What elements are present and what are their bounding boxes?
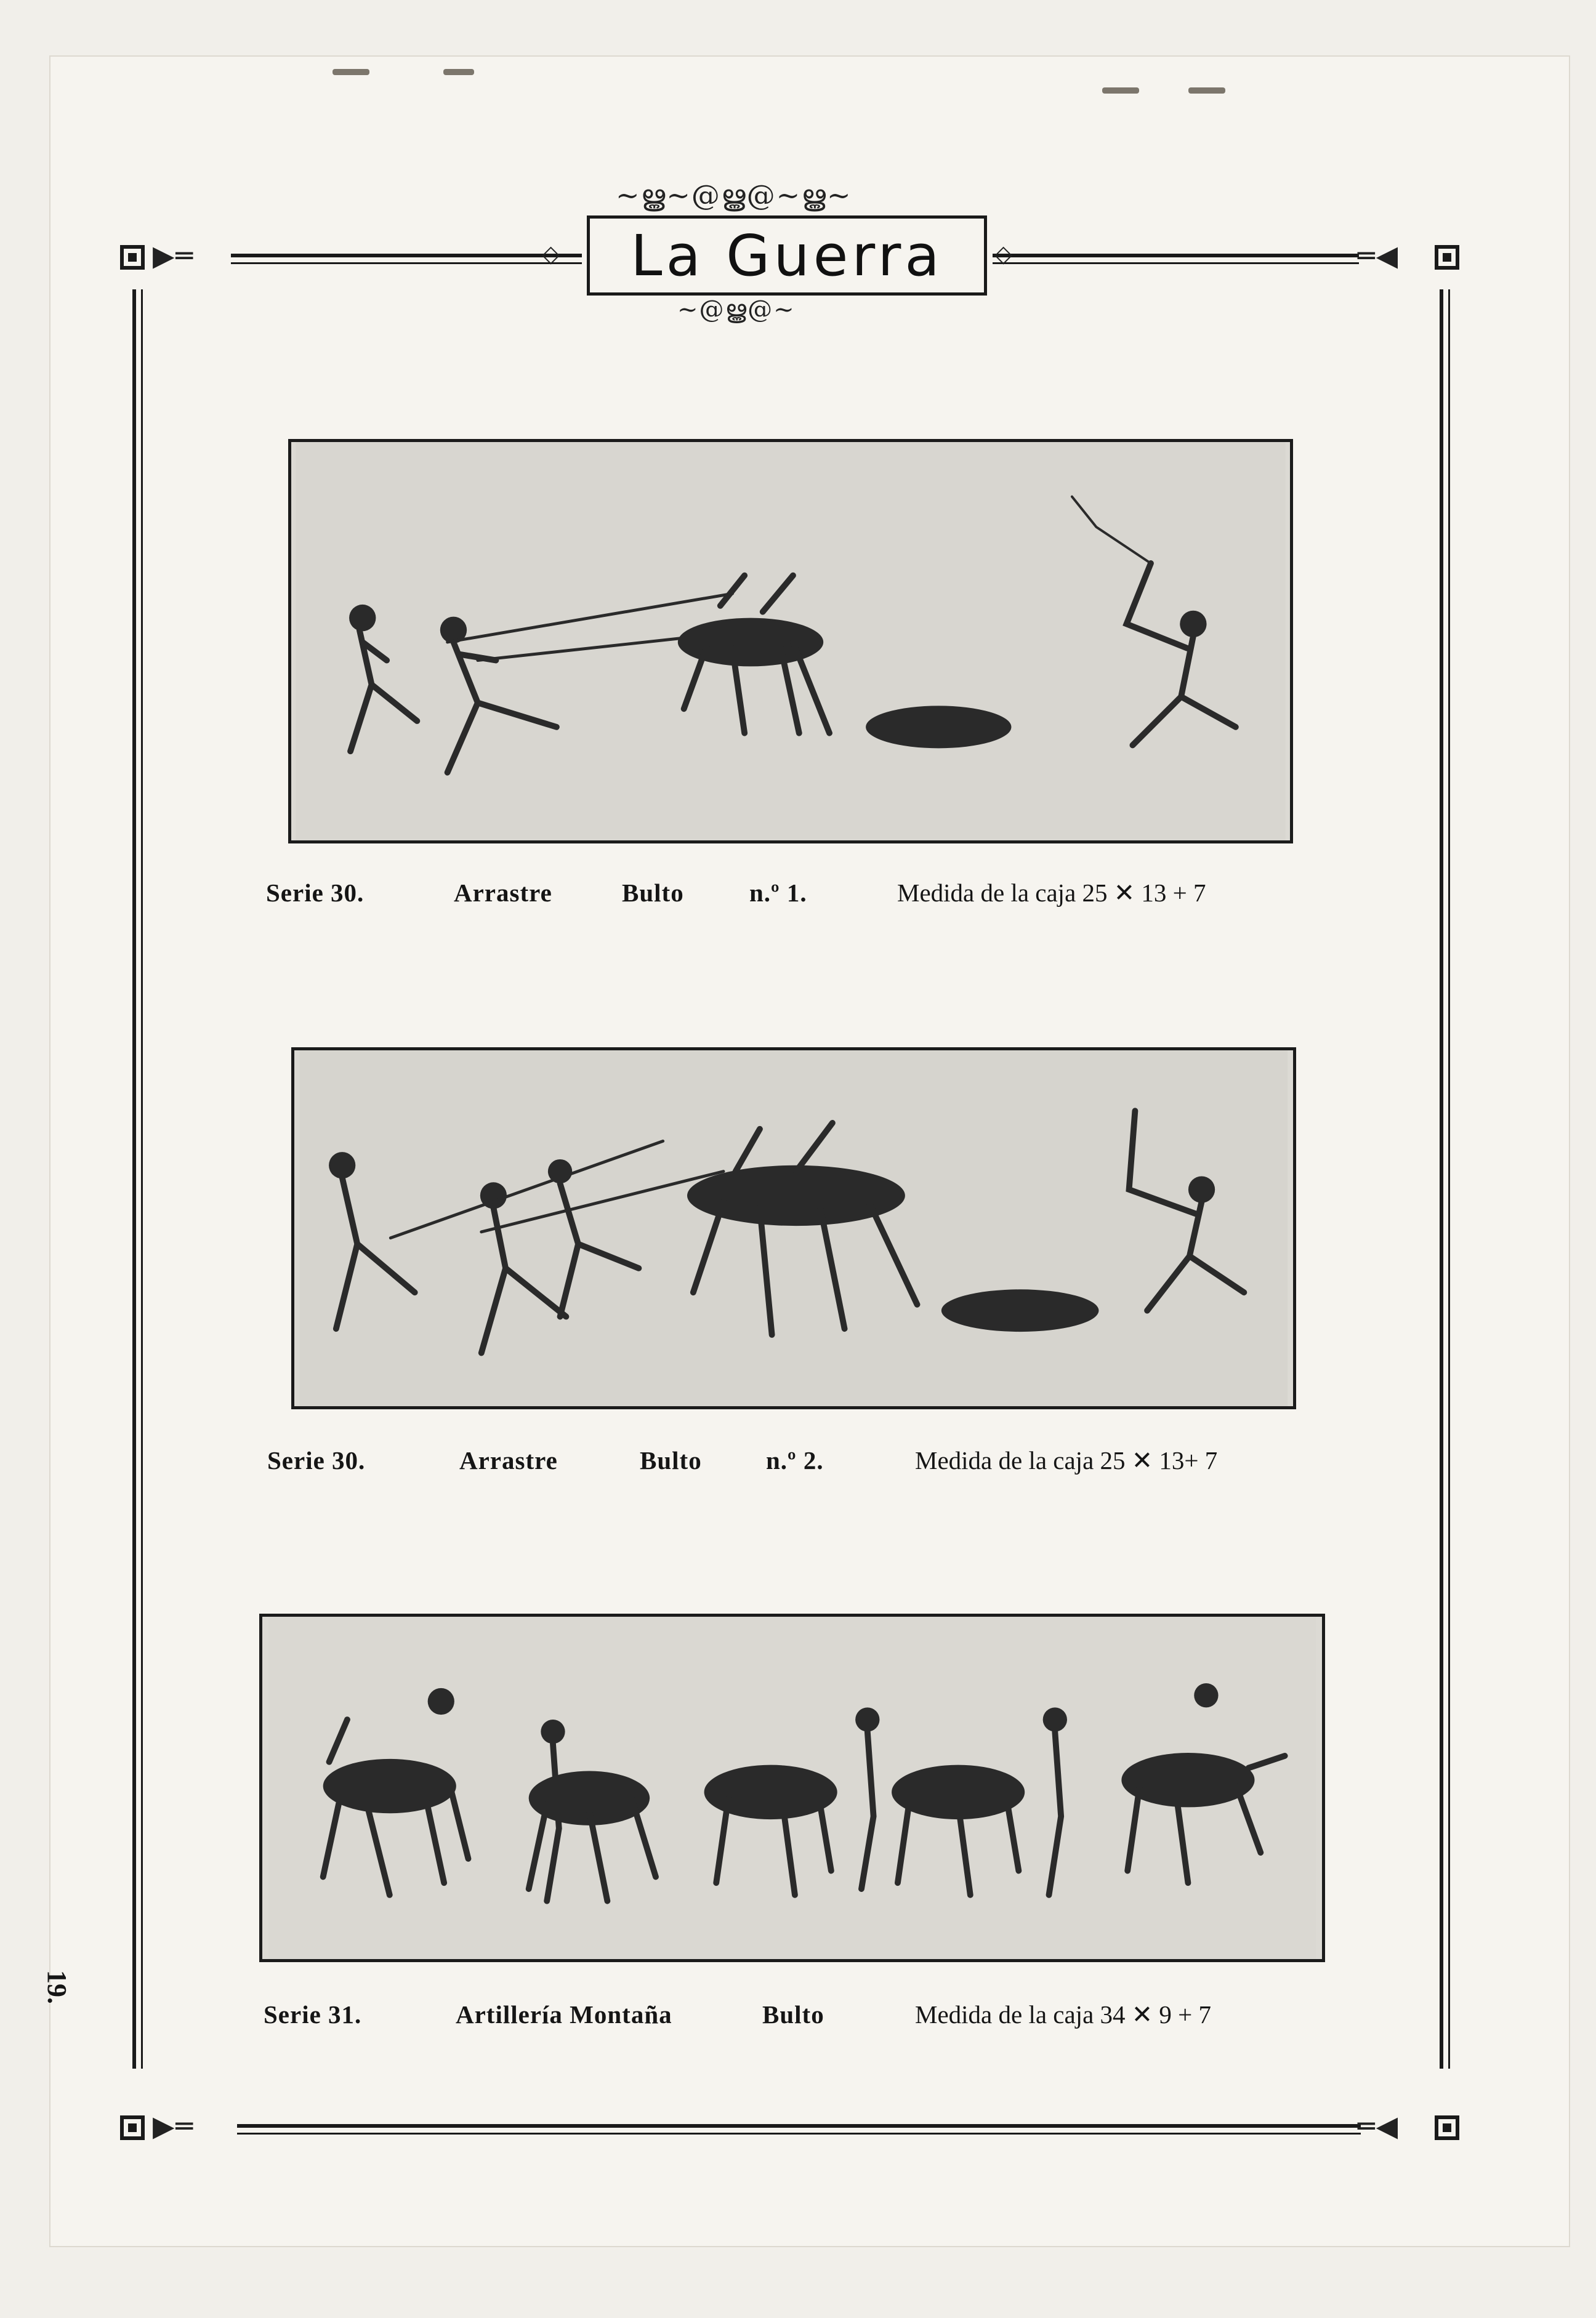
page-number: 19. [42,1970,72,2004]
photo-plate-3 [259,1614,1325,1962]
corner-ornament [1435,245,1459,270]
page-title: La Guerra [631,222,943,289]
binding-mark [443,69,474,75]
diamond-ornament: ◇ [994,240,1014,267]
serie-label: Serie 30. [267,1446,366,1475]
serie-label: Serie 30. [266,879,365,907]
arrow-ornament: ▶═ [153,2109,195,2143]
scroll-ornament-top: ~ൠ~@ൠ@~ൠ~ [616,179,852,212]
toy-soldiers-photo [294,1050,1293,1406]
title-cartouche [587,215,987,296]
item-name: Arrastre [454,879,552,907]
arrow-ornament: ═◀ [1358,239,1400,272]
binding-mark [332,69,369,75]
arrow-ornament: ═◀ [1358,2109,1400,2143]
box-size: Medida de la caja 25 ✕ 13 + 7 [897,879,1206,907]
binding-mark [1102,87,1139,94]
arrow-ornament: ▶═ [153,239,195,272]
photo-plate-1 [288,439,1293,843]
corner-ornament [120,245,145,270]
photo-plate-2 [291,1047,1296,1409]
item-name: Arrastre [459,1446,558,1475]
serie-label: Serie 31. [264,2000,362,2029]
item-type: Bulto [622,879,684,907]
item-name: Artillería Montaña [456,2000,672,2029]
corner-ornament [120,2115,145,2140]
corner-ornament [1435,2115,1459,2140]
box-size: Medida de la caja 25 ✕ 13+ 7 [915,1446,1218,1475]
toy-soldiers-photo [262,1617,1322,1959]
item-number: n.º 2. [766,1446,824,1475]
diamond-ornament: ◇ [542,240,562,267]
toy-soldiers-photo [291,442,1290,840]
item-number: n.º 1. [749,879,807,907]
box-size: Medida de la caja 34 ✕ 9 + 7 [915,2000,1211,2029]
scroll-ornament-bottom: ~@ൠ@~ [677,296,796,324]
binding-mark [1188,87,1225,94]
item-type: Bulto [640,1446,702,1475]
item-type: Bulto [762,2000,824,2029]
